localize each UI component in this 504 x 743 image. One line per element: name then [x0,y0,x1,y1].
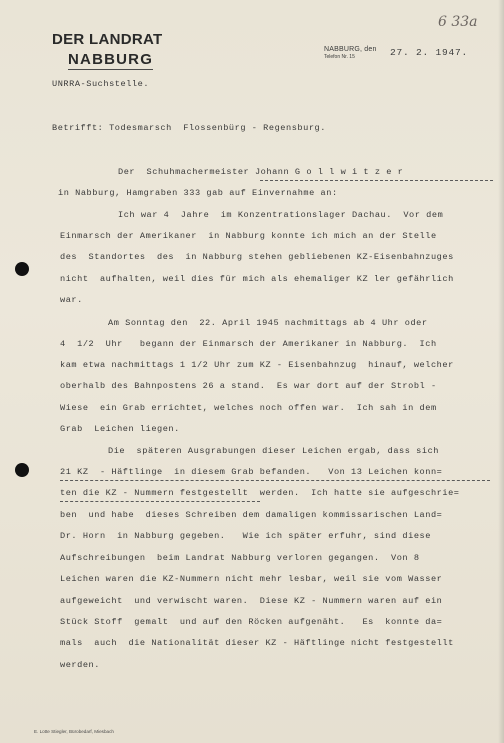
letterhead-title: DER LANDRAT [52,31,163,48]
punch-hole [15,463,29,477]
body-line: mals auch die Nationalität dieser KZ - Häftlinge nicht festgestellt [60,638,454,648]
body-line: des Standortes des in Nabburg stehen gebliebenen KZ-Eisenbahnzuges [60,252,454,262]
body-line: nicht aufhalten, weil dies für mich als ehemaliger KZ ler gefährlich [60,274,454,284]
emphasis-underline [60,480,490,481]
body-line: Stück Stoff gemalt und auf den Röcken aufgenäht. Es konnte da= [60,617,443,627]
body-line: werden. [60,660,100,670]
body-line: war. [60,295,83,305]
emphasis-underline [60,501,260,502]
body-line: Grab Leichen liegen. [60,424,180,434]
body-line: aufgeweicht und verwischt waren. Diese KZ - Nummern waren auf ein [60,596,443,606]
handwritten-reference: 6 33a [438,14,478,30]
body-line: Die späteren Ausgrabungen dieser Leichen ergab, dass sich [108,446,440,456]
body-line: Ich war 4 Jahre im Konzentrationslager Dachau. Vor dem [118,210,444,220]
name-underline [260,180,493,181]
subject-line: Betrifft: Todesmarsch Flossenbürg - Regensburg. [52,123,326,133]
printer-imprint: E. Lotte Stiegler, Bürobedarf, Miesbach [34,729,114,734]
punch-hole [15,262,29,276]
body-line: Leichen waren die KZ-Nummern nicht mehr lesbar, weil sie vom Wasser [60,574,443,584]
body-line: Am Sonntag den 22. April 1945 nachmittags ab 4 Uhr oder [108,318,428,328]
letterhead-town: NABBURG [68,50,154,68]
body-line: ten die KZ - Nummern festgestellt werden. Ich hatte sie aufgeschrie= [60,488,460,498]
document-date: 27. 2. 1947. [390,47,469,58]
body-line: 21 KZ - Häftlinge in diesem Grab befanden. Von 13 Leichen konn= [60,467,443,477]
body-line: Dr. Horn in Nabburg gegeben. Wie ich später erfuhr, sind diese [60,531,431,541]
page-edge-shadow [498,0,504,743]
body-line: ben und habe dieses Schreiben dem damaligen kommissarischen Land= [60,510,443,520]
body-line: in Nabburg, Hamgraben 333 gab auf Einvernahme an: [58,188,338,198]
body-line: Wiese ein Grab errichtet, welches noch offen war. Ich sah in dem [60,403,437,413]
body-line: 4 1/2 Uhr begann der Einmarsch der Amerikaner in Nabburg. Ich [60,339,437,349]
place-label: NABBURG, den [324,46,377,53]
body-line: Einmarsch der Amerikaner in Nabburg konnte ich mich an der Stelle [60,231,437,241]
office-line: UNRRA-Suchstelle. [52,79,150,89]
body-line: Der Schuhmachermeister Johann G o l l w i t z e r [118,167,404,177]
body-line: oberhalb des Bahnpostens 26 a stand. Es war dort auf der Strobl - [60,381,437,391]
telephone-label: Telefon Nr. 15 [324,54,355,60]
body-line: kam etwa nachmittags 1 1/2 Uhr zum KZ - Eisenbahnzug hinauf, welcher [60,360,454,370]
body-line: Aufschreibungen beim Landrat Nabburg verloren gegangen. Von 8 [60,553,420,563]
